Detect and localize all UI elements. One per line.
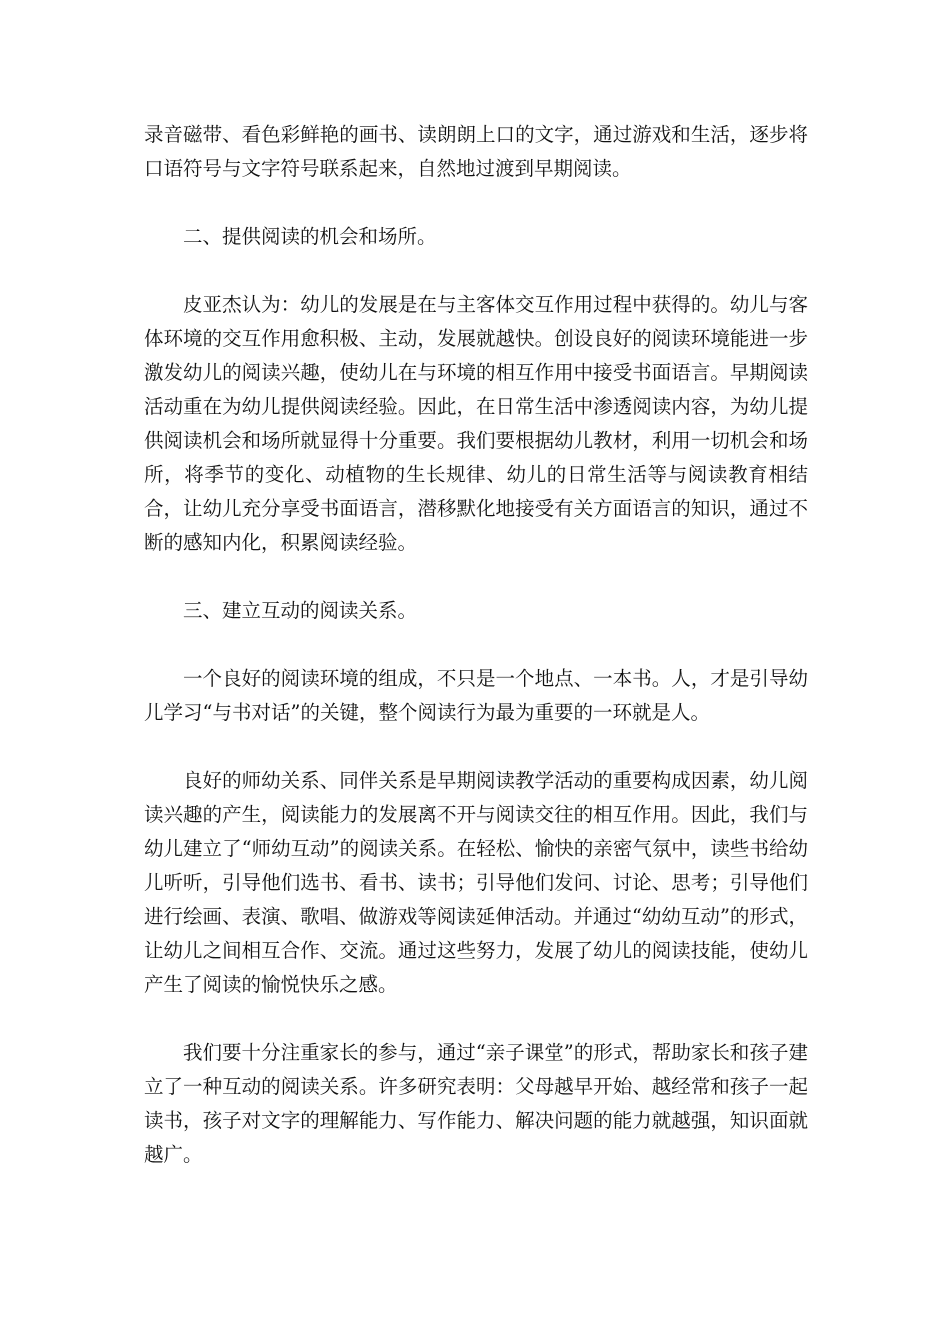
paragraph-reading-environment: 一个良好的阅读环境的组成，不只是一个地点、一本书。人，才是引导幼儿学习“与书对话”的关键，整个阅读行为最为重要的一环就是人。	[144, 667, 808, 724]
paragraph-piaget: 皮亚杰认为：幼儿的发展是在与主客体交互作用过程中获得的。幼儿与客体环境的交互作用愈积极、主动，发展就越快。创设良好的阅读环境能进一步激发幼儿的阅读兴趣，使幼儿在与环境的相互作用中接受书面语言。早期阅读活动重在为幼儿提供阅读经验。因此，在日常生活中渗透阅读内容，为幼儿提供阅读机会和场所就显得十分重要。我们要根据幼儿教材，利用一切机会和场所，将季节的变化、动植物的生长规律、幼儿的日常生活等与阅读教育相结合，让幼儿充分享受书面语言，潜移默化地接受有关方面语言的知识，通过不断的感知内化，积累阅读经验。	[144, 293, 808, 554]
paragraph-continuation: 录音磁带、看色彩鲜艳的画书、读朗朗上口的文字，通过游戏和生活，逐步将口语符号与文字符号联系起来，自然地过渡到早期阅读。	[144, 123, 808, 180]
paragraph-parent-participation: 我们要十分注重家长的参与，通过“亲子课堂”的形式，帮助家长和孩子建立了一种互动的阅读关系。许多研究表明：父母越早开始、越经常和孩子一起读书，孩子对文字的理解能力、写作能力、解决问题的能力就越强，知识面就越广。	[144, 1041, 808, 1166]
paragraph-teacher-child-interaction: 良好的师幼关系、同伴关系是早期阅读教学活动的重要构成因素，幼儿阅读兴趣的产生，阅读能力的发展离不开与阅读交往的相互作用。因此，我们与幼儿建立了“师幼互动”的阅读关系。在轻松、愉快的亲密气氛中，读些书给幼儿听听，引导他们选书、看书、读书；引导他们发问、讨论、思考；引导他们进行绘画、表演、歌唱、做游戏等阅读延伸活动。并通过“幼幼互动”的形式，让幼儿之间相互合作、交流。通过这些努力，发展了幼儿的阅读技能，使幼儿产生了阅读的愉悦快乐之感。	[144, 769, 808, 996]
section-heading-2: 二、提供阅读的机会和场所。	[183, 225, 437, 248]
document-body	[144, 118, 808, 1172]
section-heading-3: 三、建立互动的阅读关系。	[183, 599, 418, 622]
